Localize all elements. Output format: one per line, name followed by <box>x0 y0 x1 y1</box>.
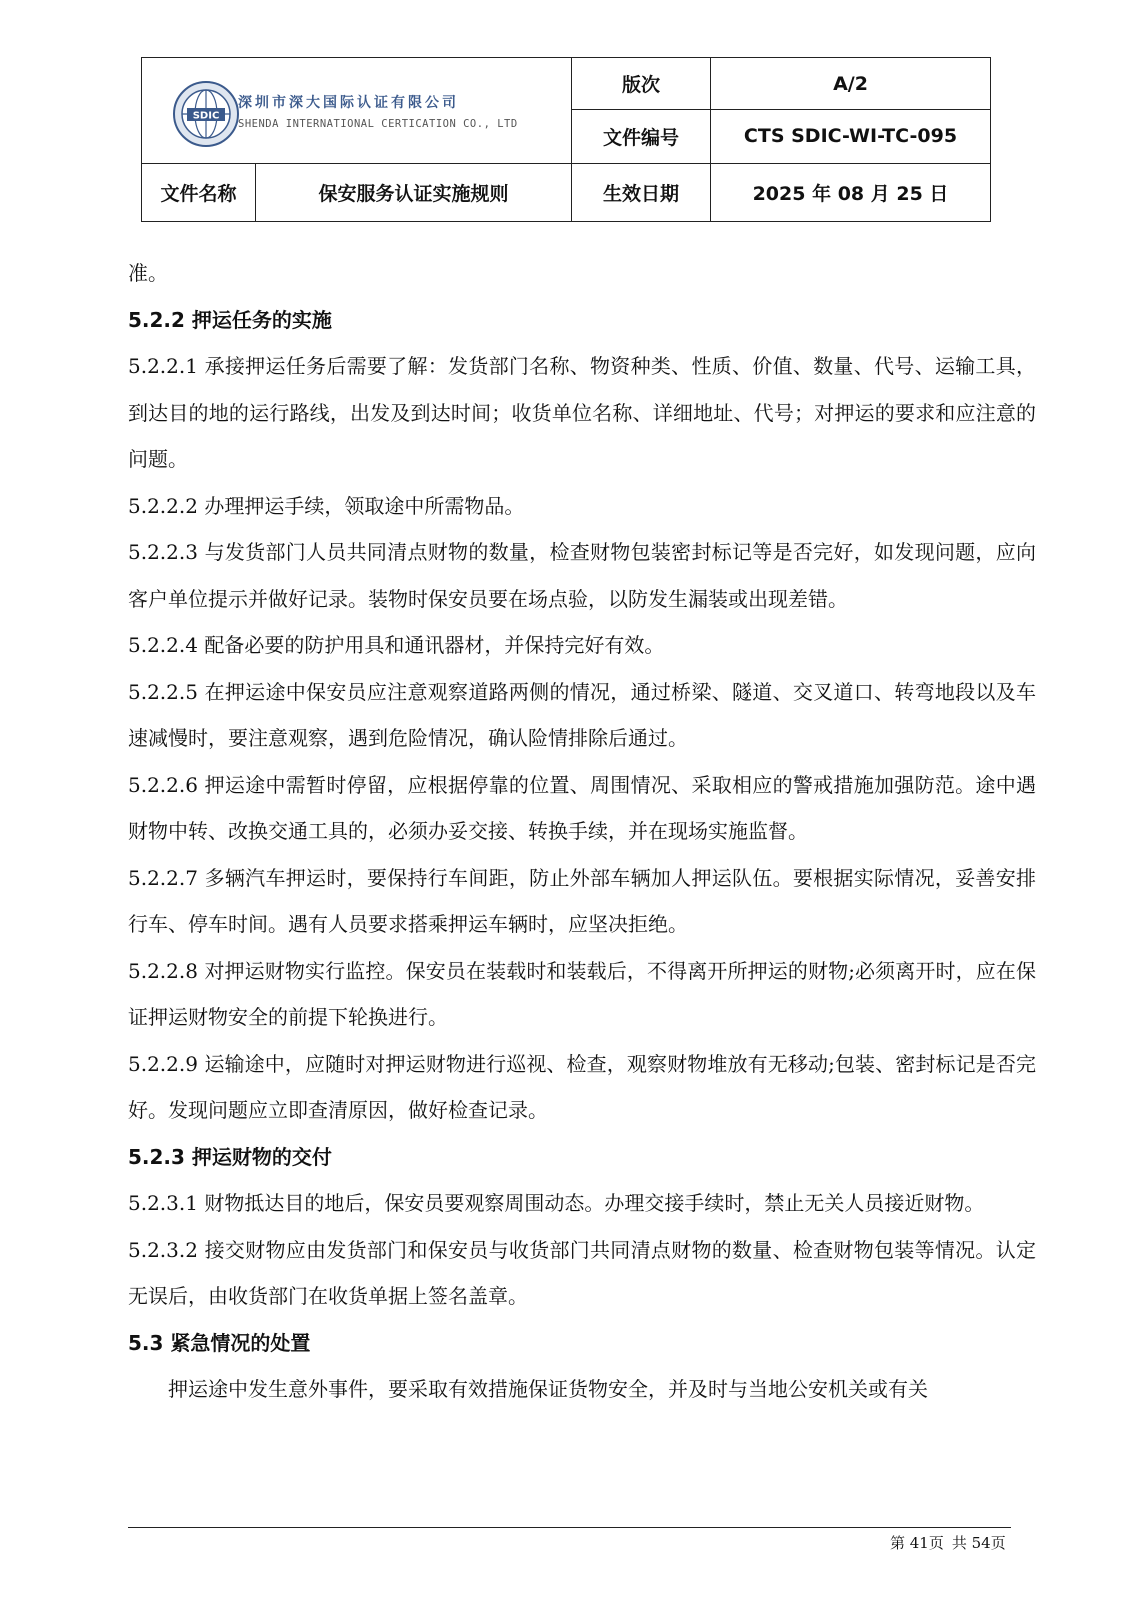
globe-emblem-icon <box>172 80 240 148</box>
paragraph: 5.2.2.8 对押运财物实行监控。保安员在装载时和装载后，不得离开所押运的财物;必须离开时，应在保证押运财物安全的前提下轮换进行。 <box>128 958 1036 1029</box>
company-logo-cell <box>142 58 572 164</box>
section-heading: 5.2.3 押运财物的交付 <box>128 1144 332 1169</box>
document-body <box>128 250 1036 1413</box>
paragraph: 5.2.2.9 运输途中，应随时对押运财物进行巡视、检查，观察财物堆放有无移动;包装、密封标记是否完好。发现问题应立即查清原因，做好检查记录。 <box>128 1051 1036 1122</box>
paragraph: 5.2.3.2 接交财物应由发货部门和保安员与收货部门共同清点财物的数量、检查财物包装等情况。认定无误后，由收货部门在收货单据上签名盖章。 <box>128 1237 1036 1308</box>
paragraph: 押运途中发生意外事件，要采取有效措施保证货物安全，并及时与当地公安机关或有关 <box>168 1377 928 1401</box>
paragraph: 5.2.3.1 财物抵达目的地后，保安员要观察周围动态。办理交接手续时，禁止无关人员接近财物。 <box>128 1191 985 1215</box>
current-page: 第 41页 <box>890 1534 944 1552</box>
document-header-table <box>141 57 991 222</box>
page-number <box>890 1532 1014 1553</box>
version-value: A/2 <box>711 58 991 110</box>
total-pages: 共 54页 <box>951 1534 1006 1552</box>
doc-number-label: 文件编号 <box>572 110 711 163</box>
doc-number-value: CTS SDIC-WI-TC-095 <box>711 110 991 163</box>
company-name-cn: 深圳市深大国际认证有限公司 <box>238 95 459 111</box>
paragraph: 5.2.2.2 办理押运手续，领取途中所需物品。 <box>128 493 525 518</box>
doc-name-value: 保安服务认证实施规则 <box>256 163 572 221</box>
paragraph: 准。 <box>128 261 168 285</box>
svg-text:SDIC: SDIC <box>192 110 220 122</box>
footer-divider <box>128 1527 1011 1528</box>
paragraph: 5.2.2.1 承接押运任务后需要了解：发货部门名称、物资种类、性质、价值、数量、代号、运输工具，到达目的地的运行路线，出发及到达时间；收货单位名称、详细地址、代号；对押运的要求和应注意的问题。 <box>128 354 1036 471</box>
paragraph: 5.2.2.5 在押运途中保安员应注意观察道路两侧的情况，通过桥梁、隧道、交叉道口、转弯地段以及车速减慢时，要注意观察，遇到危险情况，确认险情排除后通过。 <box>128 679 1036 750</box>
paragraph: 5.2.2.6 押运途中需暂时停留，应根据停靠的位置、周围情况、采取相应的警戒措施加强防范。途中遇财物中转、改换交通工具的，必须办妥交接、转换手续，并在现场实施监督。 <box>128 772 1036 843</box>
paragraph: 5.2.2.3 与发货部门人员共同清点财物的数量，检查财物包装密封标记等是否完好，如发现问题，应向客户单位提示并做好记录。装物时保安员要在场点验，以防发生漏装或出现差错。 <box>128 540 1036 611</box>
paragraph: 5.2.2.7 多辆汽车押运时，要保持行车间距，防止外部车辆加人押运队伍。要根据实际情况，妥善安排行车、停车时间。遇有人员要求搭乘押运车辆时，应坚决拒绝。 <box>128 865 1036 936</box>
section-heading: 5.3 紧急情况的处置 <box>128 1330 311 1355</box>
section-heading: 5.2.2 押运任务的实施 <box>128 307 332 332</box>
version-label: 版次 <box>572 58 711 110</box>
paragraph: 5.2.2.4 配备必要的防护用具和通讯器材，并保持完好有效。 <box>128 633 665 657</box>
company-name-en: SHENDA INTERNATIONAL CERTICATION CO., LTD <box>238 118 518 130</box>
doc-name-label: 文件名称 <box>142 163 256 221</box>
effective-date-value: 2025 年 08 月 25 日 <box>711 163 991 221</box>
company-logo <box>172 80 552 150</box>
effective-date-label: 生效日期 <box>572 163 711 221</box>
